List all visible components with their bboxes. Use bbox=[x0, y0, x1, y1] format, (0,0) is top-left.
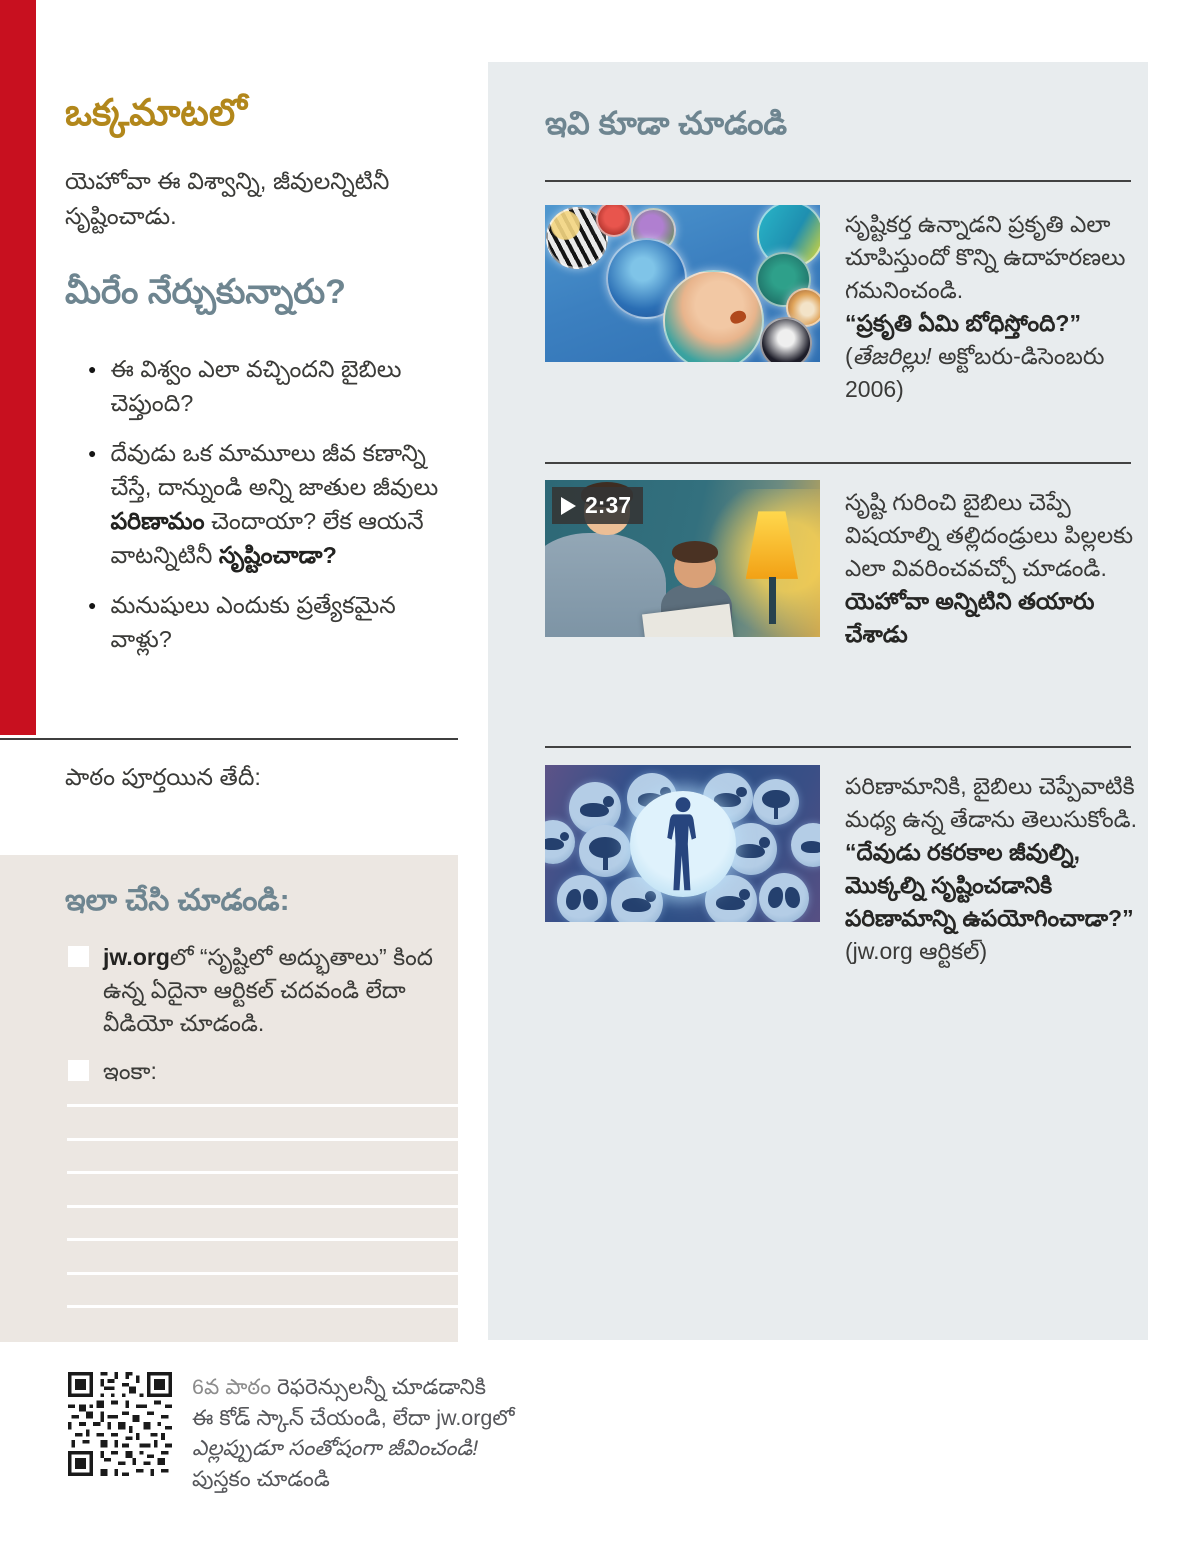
write-line bbox=[67, 1238, 458, 1241]
write-in-lines bbox=[67, 1104, 458, 1339]
item-description: సృష్టికర్త ఉన్నాడని ప్రకృతి ఎలా చూపిస్తుందో కొన్ని ఉదాహరణలు గమనించండి. bbox=[845, 211, 1126, 303]
plant-circle bbox=[753, 779, 799, 825]
bullet-icon: ● bbox=[88, 597, 97, 613]
rule bbox=[545, 180, 1131, 182]
qr-footer bbox=[68, 1372, 532, 1494]
question-text: మనుషులు ఎందుకు ప్రత్యేకమైన వాళ్లు? bbox=[110, 592, 396, 652]
checkbox[interactable] bbox=[68, 946, 89, 967]
rule bbox=[545, 746, 1131, 748]
qr-code bbox=[68, 1372, 172, 1476]
article-title-link[interactable]: “ప్రకృతి ఏమి బోధిస్తోంది?” bbox=[845, 310, 1081, 336]
item-description: సృష్టి గురించి బైబిలు చెప్పే విషయాల్ని తల్లిదండ్రులు పిల్లలకు ఎలా వివరించవచ్చో చూడండి. bbox=[845, 489, 1134, 581]
also-see-panel bbox=[488, 62, 1148, 1340]
checklist-item bbox=[68, 1055, 438, 1088]
qr-caption-line: 6వ పాఠం రెఫరెన్సులన్నీ చూడడానికి bbox=[192, 1375, 486, 1399]
also-see-item bbox=[845, 486, 1137, 651]
learn-questions-list bbox=[88, 352, 460, 672]
beetle-circle bbox=[791, 823, 820, 867]
item-title-line: “దేవుడు రకరకాల జీవుల్ని, మొక్కల్ని సృష్టించడానికి పరిణామాన్ని ఉపయోగించాడా?” (jw.org ఆర్టికల్) bbox=[845, 839, 1134, 964]
item-source: (తేజరిల్లు! అక్టోబరు-డిసెంబరు 2006) bbox=[845, 343, 1105, 402]
question-item bbox=[88, 588, 460, 656]
video-title-link[interactable]: యెహోవా అన్నిటిని తయారు చేశాడు bbox=[845, 588, 1095, 647]
question-item bbox=[88, 436, 460, 572]
human-silhouette bbox=[664, 796, 702, 892]
summary-heading: ఒక్కమాటలో bbox=[65, 92, 247, 133]
bullet-icon: ● bbox=[88, 361, 97, 377]
qr-caption bbox=[192, 1372, 532, 1494]
son-hair bbox=[672, 541, 719, 563]
penguin-bubble bbox=[760, 317, 812, 362]
learn-heading: మీరేం నేర్చుకున్నారు? bbox=[65, 273, 346, 311]
article-title-link[interactable]: “దేవుడు రకరకాల జీవుల్ని, మొక్కల్ని సృష్టించడానికి పరిణామాన్ని ఉపయోగించాడా?” bbox=[845, 839, 1134, 931]
checklist-text: ఇంకా: bbox=[103, 1058, 157, 1084]
bullet-icon: ● bbox=[88, 445, 97, 461]
item-description: పరిణామానికి, బైబిలు చెప్పేవాటికి మధ్య ఉన్న తేడాను తెలుసుకోండి. bbox=[845, 773, 1138, 832]
rule bbox=[545, 462, 1131, 464]
lamp-pole bbox=[769, 577, 776, 624]
write-line bbox=[67, 1305, 458, 1308]
write-line bbox=[67, 1104, 458, 1107]
summary-text: యెహోవా ఈ విశ్వాన్ని, జీవులన్నిటినీ సృష్టించాడు. bbox=[65, 168, 390, 229]
butterfly-circle bbox=[557, 875, 607, 922]
question-item bbox=[88, 352, 460, 420]
evolution-article-thumbnail[interactable] bbox=[545, 765, 820, 922]
human-silhouette-circle bbox=[630, 791, 736, 897]
write-line bbox=[67, 1205, 458, 1208]
whale-circle bbox=[545, 820, 575, 864]
book-title: ఎల్లప్పుడూ సంతోషంగా జీవించండి! bbox=[192, 1436, 479, 1460]
tree-circle bbox=[579, 825, 631, 877]
question-text: ఈ విశ్వం ఎలా వచ్చిందని బైబిలు చెప్తుంది? bbox=[110, 356, 402, 416]
question-text: దేవుడు ఒక మామూలు జీవ కణాన్ని చేస్తే, దాన్నుండి అన్ని జాతుల జీవులు పరిణామం చెందాయా? లేక ఆయనే వాటన్నిటినీ సృష్టించాడా? bbox=[110, 440, 439, 568]
video-duration: 2:37 bbox=[585, 492, 632, 518]
checklist-item bbox=[68, 941, 438, 1040]
play-icon bbox=[561, 497, 576, 515]
also-see-item bbox=[845, 770, 1137, 968]
write-line bbox=[67, 1138, 458, 1141]
video-duration-badge bbox=[552, 487, 643, 524]
checklist-text: jw.orgలో “సృష్టిలో అద్భుతాలు” కింద ఉన్న ఏదైనా ఆర్టికల్ చదవండి లేదా వీడియో చూడండి. bbox=[103, 944, 433, 1036]
child-butterfly-bubble bbox=[663, 270, 764, 362]
section-divider bbox=[0, 738, 458, 740]
bird-circle bbox=[759, 873, 809, 922]
checkbox[interactable] bbox=[68, 1060, 89, 1081]
flower-bubble bbox=[596, 205, 632, 237]
qr-caption-line: పుస్తకం చూడండి bbox=[192, 1466, 330, 1491]
date-completed-label: పాఠం పూర్తయిన తేదీ: bbox=[65, 764, 261, 790]
try-box-heading: ఇలా చేసి చూడండి: bbox=[65, 884, 290, 917]
section-edge-bar bbox=[0, 0, 36, 735]
video-thumbnail[interactable] bbox=[545, 480, 820, 637]
also-see-item bbox=[845, 208, 1137, 406]
creation-article-thumbnail[interactable] bbox=[545, 205, 820, 362]
write-line bbox=[67, 1272, 458, 1275]
write-line bbox=[67, 1171, 458, 1174]
try-this-box bbox=[0, 855, 458, 1342]
also-see-heading: ఇవి కూడా చూడండి bbox=[545, 105, 788, 141]
qr-caption-line: ఈ కోడ్ స్కాన్ చేయండి, లేదా jw.orgలో bbox=[192, 1405, 515, 1430]
